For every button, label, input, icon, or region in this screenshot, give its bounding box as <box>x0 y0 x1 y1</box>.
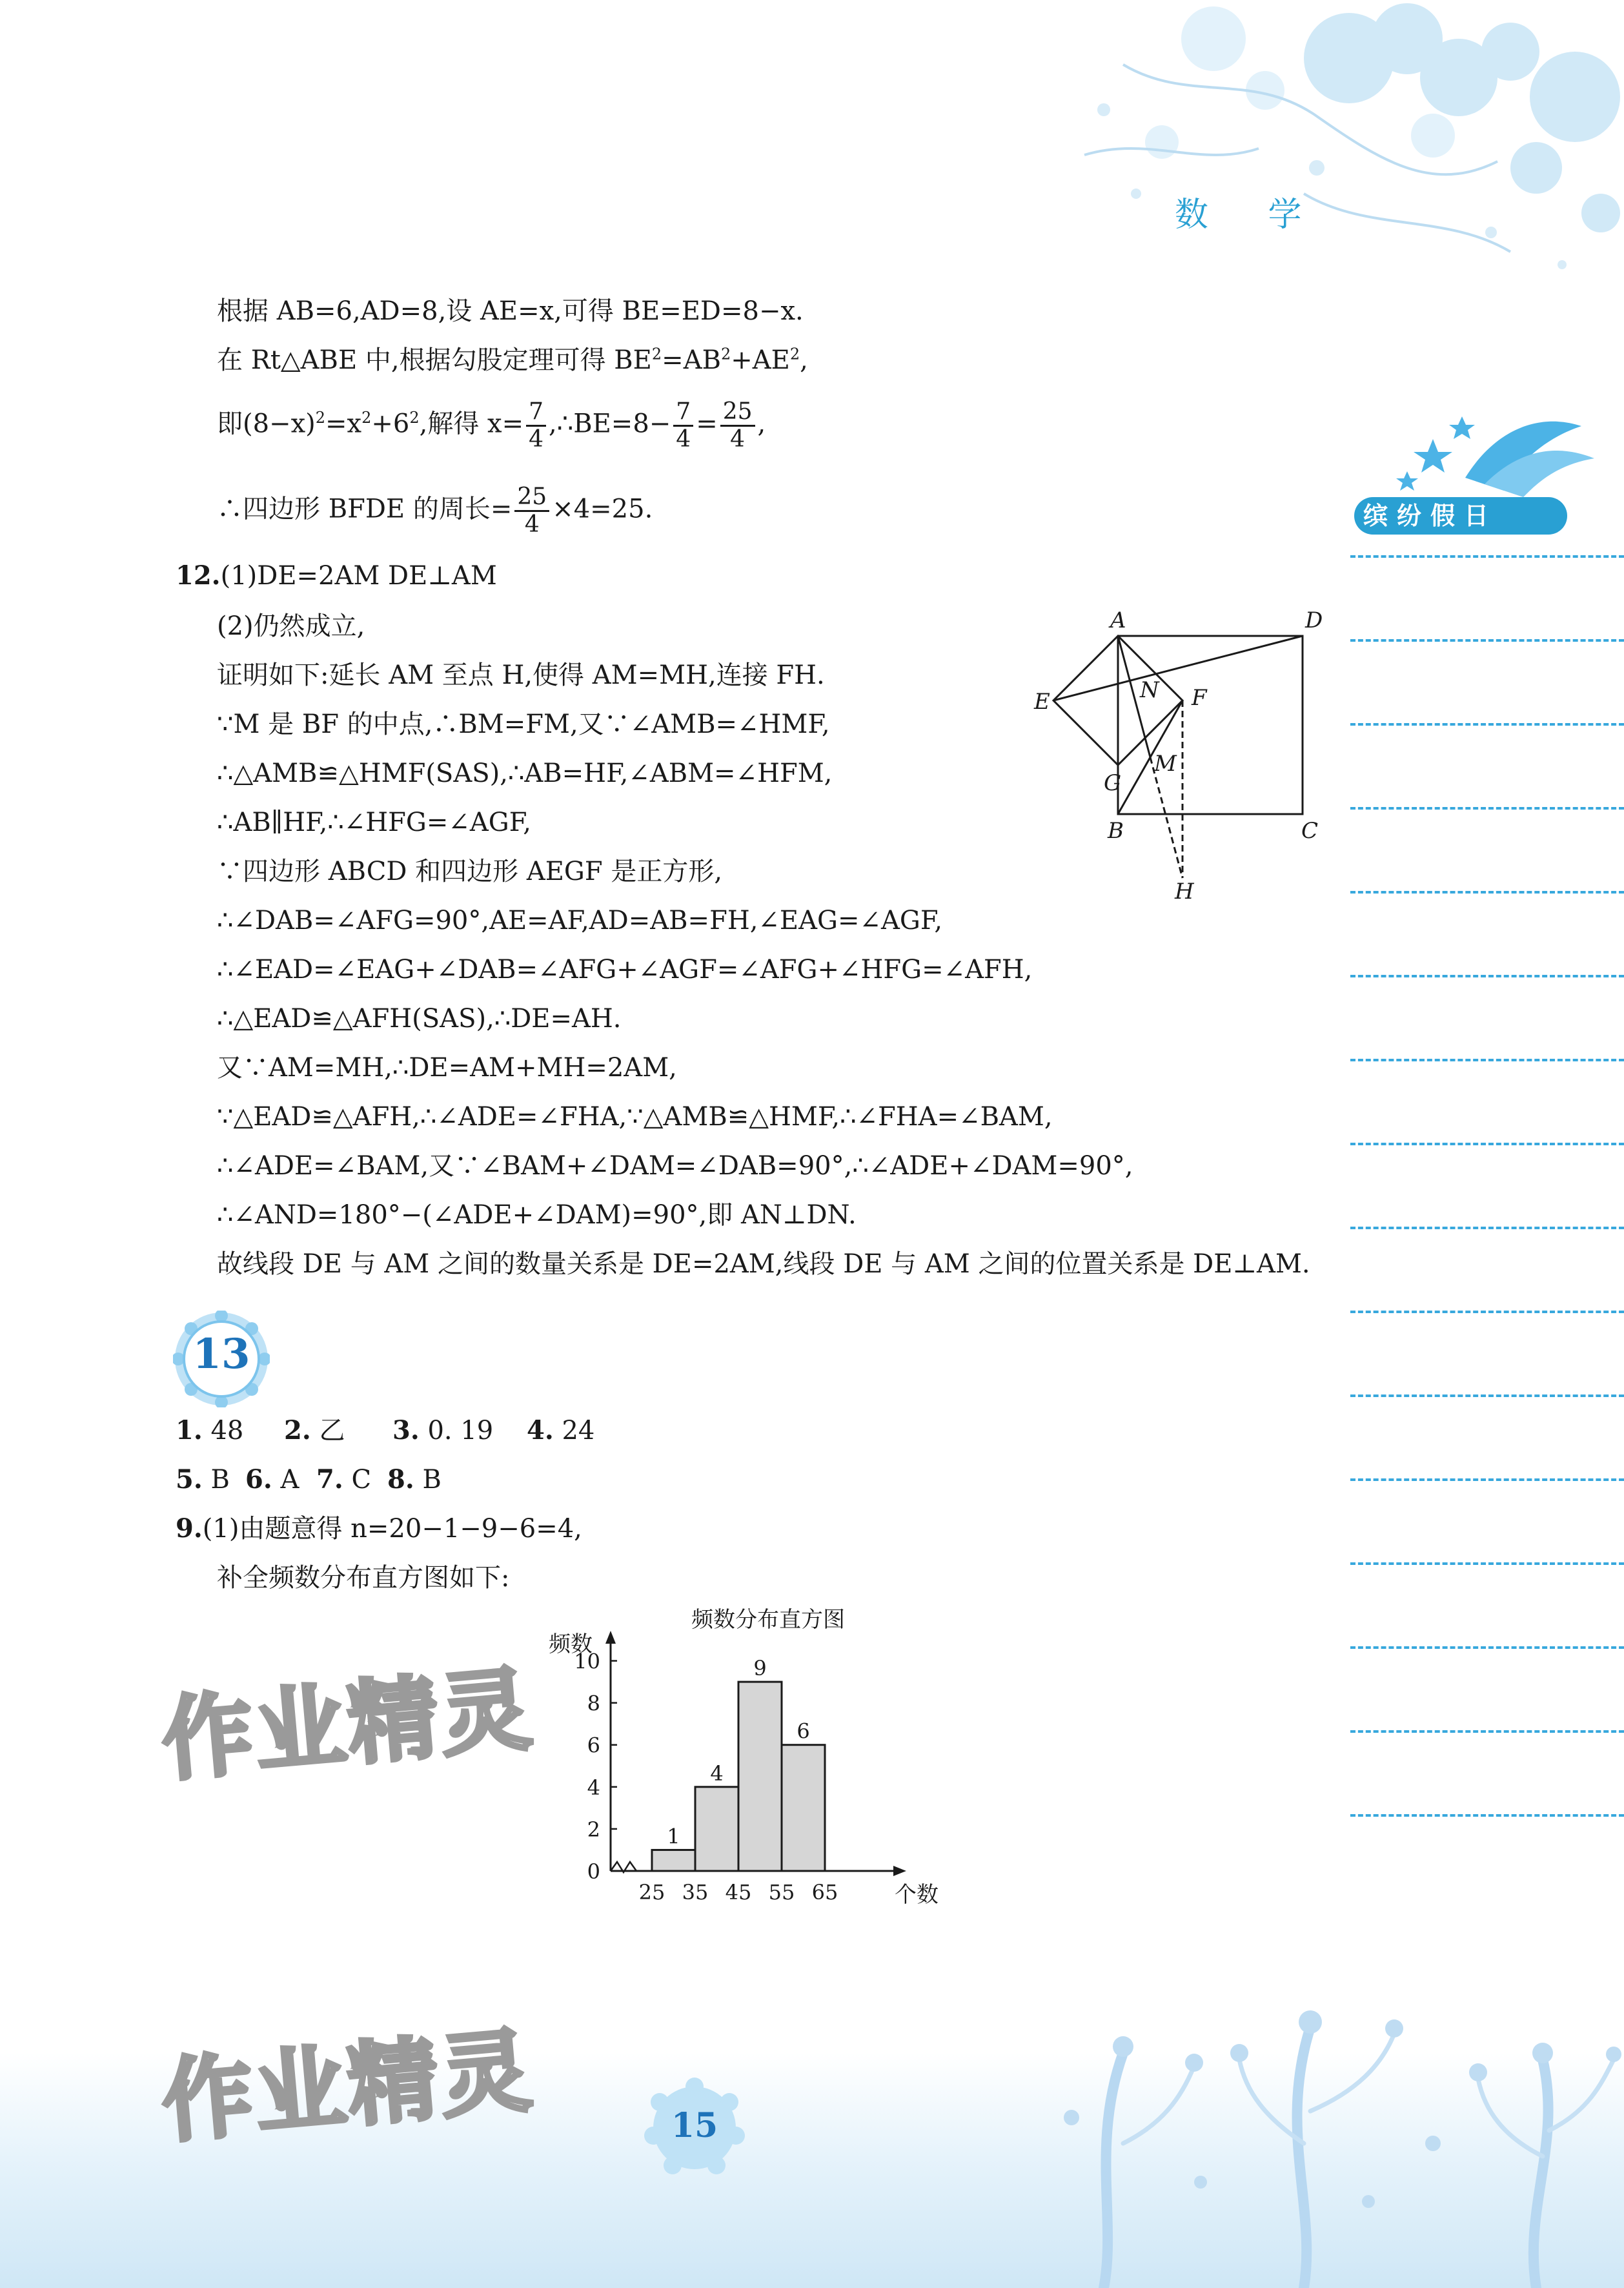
note-line <box>1350 1143 1624 1145</box>
label-h: H <box>1175 879 1194 904</box>
holiday-badge-label: 缤纷假日 <box>1363 502 1498 530</box>
x-tick-label-25: 25 <box>638 1880 665 1905</box>
histogram-title: 频数分布直方图 <box>691 1608 845 1633</box>
p12-line-5: ∴△AMB≌△HMF(SAS),∴AB=HF,∠ABM=∠HFM, <box>217 759 833 788</box>
note-line <box>1350 1227 1624 1229</box>
p12-line-9: ∴∠EAD=∠EAG+∠DAB=∠AFG+∠AGF=∠AFG+∠HFG=∠AFH, <box>217 955 1033 985</box>
p12-line-7: ∵四边形 ABCD 和四边形 AEGF 是正方形, <box>217 857 723 886</box>
subject-title: 数 学 <box>1175 196 1326 234</box>
note-line <box>1350 1311 1624 1313</box>
fraction-25-4: $\frac{25}{4}$ <box>514 484 549 538</box>
p12-line-2: (2)仍然成立, <box>217 611 365 641</box>
bar-value-label: 6 <box>797 1719 810 1744</box>
y-tick-label-0: 0 <box>587 1859 600 1884</box>
x-tick-label-35: 35 <box>682 1880 709 1905</box>
note-line <box>1350 1646 1624 1649</box>
label-m: M <box>1154 751 1177 777</box>
p12-line-8: ∴∠DAB=∠AFG=90°,AE=AF,AD=AB=FH,∠EAG=∠AGF, <box>217 906 943 935</box>
bar-45-55 <box>738 1682 782 1871</box>
x-tick-label-55: 55 <box>768 1880 795 1905</box>
bar-value-label: 4 <box>710 1761 724 1786</box>
label-n: N <box>1140 677 1159 703</box>
y-axis-arrow <box>605 1631 616 1644</box>
note-line <box>1350 1814 1624 1817</box>
label-e: E <box>1034 689 1050 715</box>
fraction-7-4: $\frac{7}{4}$ <box>673 399 693 453</box>
note-line <box>1350 1730 1624 1733</box>
p12-line-10: ∴△EAD≌△AFH(SAS),∴DE=AH. <box>217 1004 622 1034</box>
answers-row-1: 1. 48 2. 乙 3. 0. 19 4. 24 <box>176 1415 595 1445</box>
y-tick-label-8: 8 <box>587 1691 600 1716</box>
p12-line-12: ∵△EAD≌△AFH,∴∠ADE=∠FHA,∵△AMB≌△HMF,∴∠FHA=∠BAM, <box>217 1102 1053 1132</box>
label-f: F <box>1192 685 1207 711</box>
tree-decoration-bottom <box>1033 1950 1624 2288</box>
watermark-upper: 作业精灵 <box>158 1657 538 1794</box>
x-tick-label-45: 45 <box>725 1880 752 1905</box>
histogram-xlabel: 个数 <box>895 1882 939 1908</box>
p12-line-1: 12.(1)DE=2AM DE⊥AM <box>176 560 497 591</box>
note-line <box>1350 555 1624 558</box>
note-line <box>1350 1478 1624 1481</box>
note-line <box>1350 891 1624 894</box>
geometry-figure <box>1020 607 1343 910</box>
fraction-25-4: $\frac{25}{4}$ <box>720 399 755 453</box>
note-line <box>1350 639 1624 642</box>
histogram-ylabel: 频数 <box>549 1631 593 1657</box>
frequency-histogram <box>542 1608 955 1917</box>
y-tick-label-6: 6 <box>587 1733 600 1758</box>
bar-25-35 <box>652 1850 695 1871</box>
p11-line-2: 在 Rt△ABE 中,根据勾股定理可得 $BE^2=AB^2+AE^2$, <box>217 345 808 375</box>
p12-line-3: 证明如下:延长 AM 至点 H,使得 AM=MH,连接 FH. <box>217 660 825 690</box>
p12-line-14: ∴∠AND=180°−(∠ADE+∠DAM)=90°,即 AN⊥DN. <box>217 1200 857 1230</box>
note-line <box>1350 723 1624 726</box>
p12-line-6: ∴AB∥HF,∴∠HFG=∠AGF, <box>217 808 531 837</box>
label-b: B <box>1108 818 1124 844</box>
p12-line-11: 又∵AM=MH,∴DE=AM+MH=2AM, <box>217 1053 677 1083</box>
note-line <box>1350 807 1624 810</box>
y-tick-label-4: 4 <box>587 1775 600 1800</box>
note-line <box>1350 1059 1624 1061</box>
note-lines <box>1350 555 1624 1911</box>
note-line <box>1350 1394 1624 1397</box>
label-g: G <box>1104 770 1122 796</box>
answers-row-2: 5. B 6. A 7. C 8. B <box>176 1464 442 1495</box>
q9-line-2: 补全频数分布直方图如下: <box>217 1563 510 1593</box>
bar-value-label: 1 <box>667 1824 680 1849</box>
watermark-lower: 作业精灵 <box>158 2018 538 2156</box>
p11-line-3: 即$(8-x)^2=x^2+6^2$,解得 x= $\frac{7}{4}$ ,∴BE=8− $\frac{7}{4}$ = $\frac{25}{4}$ , <box>217 398 766 453</box>
p12-line-15: 故线段 DE 与 AM 之间的数量关系是 DE=2AM,线段 DE 与 AM 之间的位置关系是 DE⊥AM. <box>217 1249 1310 1279</box>
p11-line-1: 根据 AB=6,AD=8,设 AE=x,可得 BE=ED=8−x. <box>217 296 804 326</box>
section-number: 13 <box>192 1330 250 1378</box>
y-tick-label-2: 2 <box>587 1817 600 1842</box>
label-c: C <box>1301 818 1319 844</box>
fraction-7-4: $\frac{7}{4}$ <box>526 399 546 453</box>
p12-line-13: ∴∠ADE=∠BAM,又∵∠BAM+∠DAM=∠DAB=90°,∴∠ADE+∠DAM=90°, <box>217 1151 1133 1181</box>
floral-decoration-top <box>1046 0 1624 278</box>
label-a: A <box>1110 608 1126 633</box>
note-line <box>1350 1562 1624 1565</box>
p11-line-4: ∴四边形 BFDE 的周长= $\frac{25}{4}$ ×4=25. <box>217 484 653 538</box>
y-tick-label-10: 10 <box>574 1649 600 1674</box>
p12-line-4: ∵M 是 BF 的中点,∴BM=FM,又∵∠AMB=∠HMF, <box>217 710 830 739</box>
page-number: 15 <box>671 2106 718 2145</box>
x-tick-label-65: 65 <box>811 1880 838 1905</box>
q9-line-1: 9.(1)由题意得 n=20−1−9−6=4, <box>176 1513 582 1544</box>
label-d: D <box>1305 608 1323 633</box>
bar-35-45 <box>695 1787 738 1871</box>
bar-55-65 <box>782 1745 825 1871</box>
note-line <box>1350 975 1624 977</box>
segment-ed <box>1053 636 1303 700</box>
x-axis-arrow <box>893 1866 906 1876</box>
bar-value-label: 9 <box>753 1656 767 1681</box>
